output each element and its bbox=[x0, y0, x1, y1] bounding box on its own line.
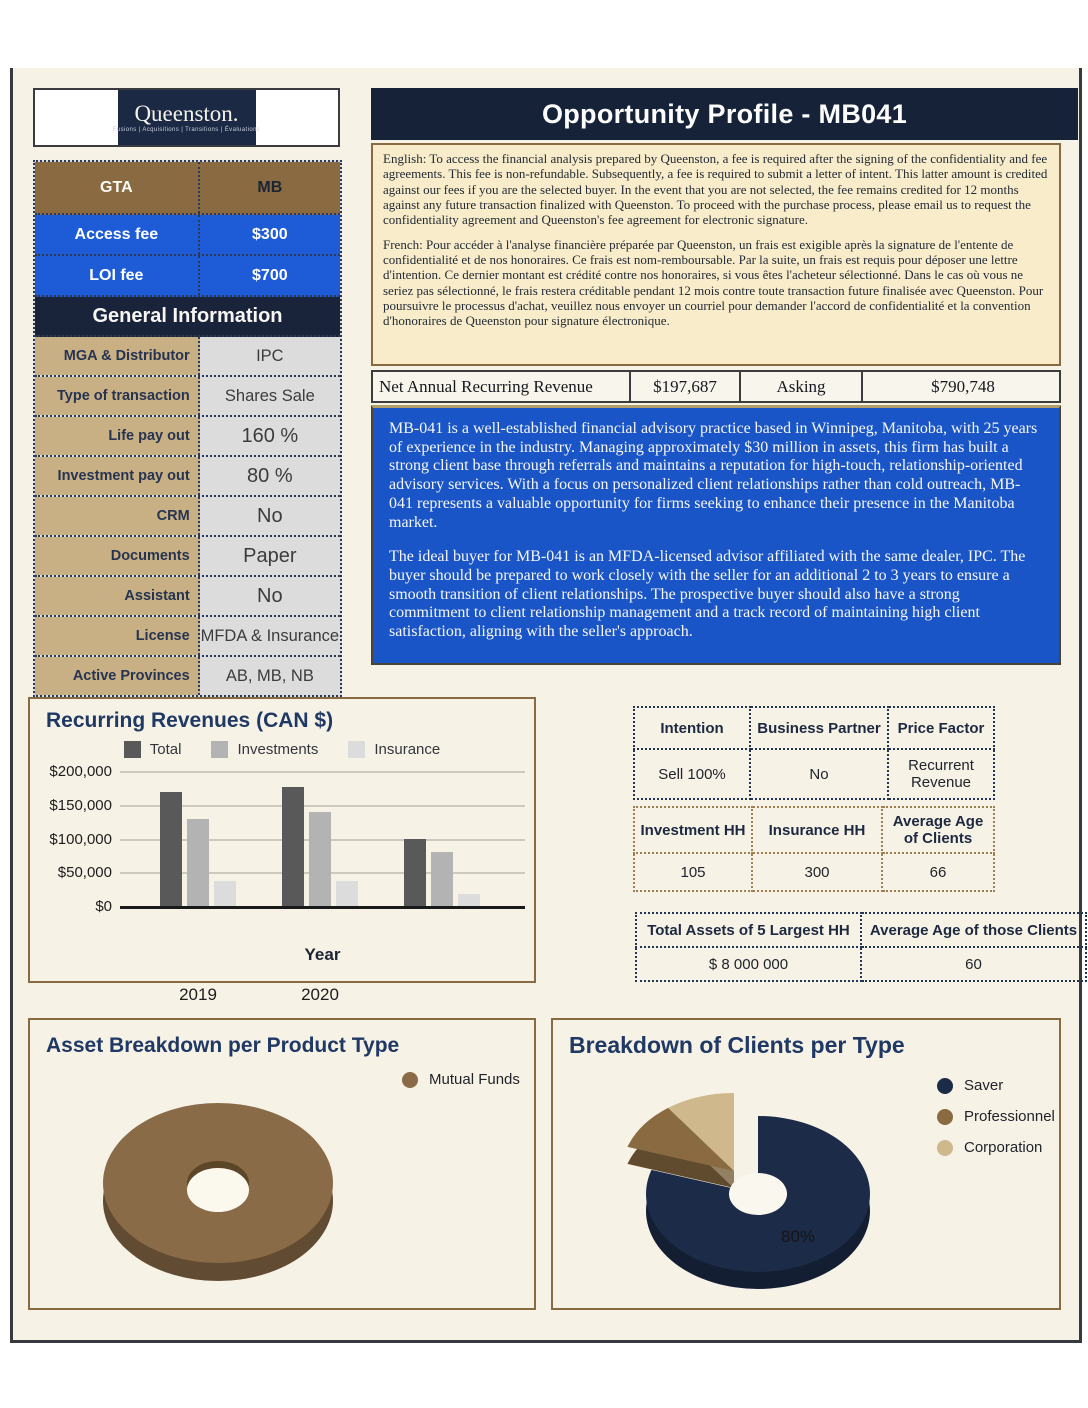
table-header-row bbox=[636, 913, 1086, 947]
table-row-loi-fee bbox=[35, 256, 340, 297]
row-label: Assistant bbox=[35, 577, 200, 615]
x-tick-label: 2020 bbox=[301, 985, 339, 1004]
loi-fee-value: $700 bbox=[252, 266, 288, 284]
table-row bbox=[634, 749, 994, 799]
legend-item bbox=[124, 741, 182, 758]
chart-title: Asset Breakdown per Product Type bbox=[46, 1034, 400, 1057]
chart-legend bbox=[402, 1071, 520, 1088]
x-axis-title: Year bbox=[304, 945, 341, 964]
value-cell: $ 8 000 000 bbox=[636, 947, 861, 981]
queenston-logo bbox=[112, 90, 261, 145]
legend-item bbox=[211, 741, 318, 758]
table-row bbox=[636, 947, 1086, 981]
legend-item bbox=[348, 741, 440, 758]
row-label: Life pay out bbox=[35, 417, 200, 455]
row-label: MGA & Distributor bbox=[35, 337, 200, 375]
chart-legend bbox=[30, 741, 534, 758]
table-row bbox=[35, 377, 340, 417]
legend-item bbox=[937, 1139, 1055, 1156]
row-value: MFDA & Insurance bbox=[200, 617, 340, 655]
notice-english: English: To access the financial analysis prepared by Queenston, a fee is required after the signing of the confidentiality and fee agreements. This fee is non-refundable. Subsequently, a fee is required to submit a letter of intent. This latter amount is credited against our fees if you are the selected buyer. In the event that you are not selected, the fee remains credited for 12 months against any future transaction finalized with Queenston. To proceed with the purchase process, please email us to request the confidentiality agreement and Queenston's fee agreement for electronic signature. bbox=[383, 151, 1048, 228]
legend-item bbox=[937, 1077, 1055, 1094]
row-value: IPC bbox=[200, 337, 340, 375]
document-panel bbox=[10, 68, 1082, 1343]
row-label: CRM bbox=[35, 497, 200, 535]
header-cell: Average Age of those Clients bbox=[861, 913, 1086, 947]
x-tick-label: 2019 bbox=[179, 985, 217, 1004]
page-title-bar bbox=[371, 88, 1078, 140]
y-tick-label: $50,000 bbox=[57, 864, 112, 882]
client-breakdown-pie bbox=[553, 1020, 1059, 1308]
value-cell: 66 bbox=[882, 853, 994, 891]
value-cell: No bbox=[750, 749, 888, 799]
row-label: Documents bbox=[35, 537, 200, 575]
y-tick-label: $0 bbox=[95, 898, 112, 915]
asking-value: $790,748 bbox=[931, 376, 995, 396]
legend-label: Investments bbox=[237, 741, 319, 758]
bar-investments bbox=[431, 852, 453, 907]
row-value: No bbox=[200, 497, 340, 535]
table-header-row bbox=[634, 707, 994, 749]
logo-tagline: Fusions | Acquisitions | Transitions | Évaluations bbox=[112, 127, 261, 133]
general-information-header: General Information bbox=[35, 297, 340, 337]
table-row-region bbox=[35, 162, 340, 215]
value-cell: 300 bbox=[752, 853, 882, 891]
asking-label: Asking bbox=[741, 372, 863, 401]
legend-label: Total bbox=[149, 741, 182, 758]
legend-label: Professionnel bbox=[964, 1108, 1055, 1125]
region-label: GTA bbox=[35, 162, 200, 213]
legend-dot bbox=[402, 1072, 418, 1088]
largest-households-table bbox=[635, 912, 1087, 982]
description-paragraph-1: MB-041 is a well-established financial advisory practice based in Winnipeg, Manitoba, with 25 years of experience in the industry. Managing approximately $30 million in assets, this firm has built a strong client base through referrals and maintains a reputation for high-touch, relationship-oriented advisory services. With a focus on personalized client relationships rather than cold outreach, MB-041 represents a valuable opportunity for firms seeking to enhance their presence in the Manitoba market. bbox=[389, 420, 1038, 531]
legend-swatch bbox=[348, 741, 365, 758]
header-cell: Investment HH bbox=[634, 807, 752, 853]
legend-dot bbox=[937, 1078, 953, 1094]
legend-item bbox=[402, 1071, 520, 1088]
bar-total bbox=[160, 792, 182, 907]
table-row bbox=[634, 853, 994, 891]
table-row bbox=[35, 457, 340, 497]
bar-group bbox=[157, 792, 239, 907]
row-label: Type of transaction bbox=[35, 377, 200, 415]
value-cell: 105 bbox=[634, 853, 752, 891]
intention-table bbox=[633, 706, 995, 800]
bar-group bbox=[401, 839, 483, 907]
header-cell: Intention bbox=[634, 707, 750, 749]
region-value: MB bbox=[257, 178, 283, 196]
y-tick-label: $100,000 bbox=[49, 830, 112, 848]
row-value: AB, MB, NB bbox=[200, 657, 340, 695]
revenue-summary-row bbox=[371, 370, 1061, 403]
bar-group bbox=[279, 787, 361, 907]
table-row bbox=[35, 577, 340, 617]
row-value: Shares Sale bbox=[200, 377, 340, 415]
bar-insurance bbox=[214, 881, 236, 907]
legend-label: Saver bbox=[964, 1077, 1004, 1094]
table-header-row bbox=[634, 807, 994, 853]
header-cell: Business Partner bbox=[750, 707, 888, 749]
legend-dot bbox=[937, 1109, 953, 1125]
donut-hole bbox=[187, 1168, 249, 1212]
loi-fee-label: LOI fee bbox=[35, 256, 200, 295]
notice-french: French: Pour accéder à l'analyse financière préparée par Queenston, un frais est exigible après la signature de l'entente de confidentialité et de nos honoraires. Ce frais est nom-remboursable. Par la suite, un frais est requis pour déposer une lettre d'intention. Ce dernier montant est crédité contre nos honoraires, si vous êtes l'acheteur sélectionné. Dans le cas où vous ne seriez pas sélectionné, le frais restera créditable pendant 12 mois contre toute transaction future finalisée avec Queenston. Pour poursuivre le processus d'achat, veuillez nous envoyer un courriel pour demander l'accord de confidentialité et la convention d'honoraires de Queenston pour signature électronique. bbox=[383, 236, 1044, 329]
chart-title: Breakdown of Clients per Type bbox=[569, 1032, 905, 1058]
chart-legend bbox=[937, 1077, 1055, 1156]
row-value: 160 % bbox=[200, 417, 340, 455]
fee-table bbox=[33, 160, 342, 697]
gridline bbox=[120, 771, 525, 773]
x-axis-line bbox=[120, 906, 525, 909]
asset-breakdown-pie bbox=[30, 1020, 534, 1308]
legend-item bbox=[937, 1108, 1055, 1125]
page-title: Opportunity Profile - MB041 bbox=[541, 98, 908, 129]
table-row bbox=[35, 617, 340, 657]
legend-dot bbox=[937, 1140, 953, 1156]
header-cell: Price Factor bbox=[888, 707, 994, 749]
logo-box bbox=[33, 88, 340, 147]
fee-notice bbox=[371, 143, 1061, 366]
bar-total bbox=[404, 839, 426, 907]
value-cell: Sell 100% bbox=[634, 749, 750, 799]
row-label: Active Provinces bbox=[35, 657, 200, 695]
narr-label: Net Annual Recurring Revenue bbox=[373, 372, 631, 401]
value-cell: 60 bbox=[861, 947, 1086, 981]
y-tick-label: $150,000 bbox=[49, 796, 112, 814]
asset-breakdown-chart bbox=[28, 1018, 536, 1310]
client-breakdown-chart bbox=[551, 1018, 1061, 1310]
table-row bbox=[35, 417, 340, 457]
legend-label: Insurance bbox=[374, 741, 441, 758]
bar-investments bbox=[309, 812, 331, 907]
logo-wordmark: Queenston. bbox=[134, 101, 239, 126]
narr-value: $197,687 bbox=[631, 372, 741, 401]
bar-total bbox=[282, 787, 304, 907]
header-cell: Average Age of Clients bbox=[882, 807, 994, 853]
households-table bbox=[633, 806, 995, 892]
value-cell: Recurrent Revenue bbox=[888, 749, 994, 799]
row-value: 80 % bbox=[200, 457, 340, 495]
opportunity-description bbox=[371, 405, 1061, 665]
access-fee-value: $300 bbox=[252, 225, 288, 243]
recurring-revenues-chart bbox=[28, 697, 536, 1004]
row-label: Investment pay out bbox=[35, 457, 200, 495]
pie-data-label: 80% bbox=[781, 1227, 816, 1246]
chart-title: Recurring Revenues (CAN $) bbox=[46, 709, 334, 732]
header-cell: Total Assets of 5 Largest HH bbox=[636, 913, 861, 947]
row-value: No bbox=[200, 577, 340, 615]
legend-swatch bbox=[211, 741, 228, 758]
legend-label: Mutual Funds bbox=[429, 1071, 520, 1088]
legend-swatch bbox=[124, 741, 141, 758]
row-value: Paper bbox=[200, 537, 340, 575]
access-fee-label: Access fee bbox=[35, 215, 200, 254]
bar-investments bbox=[187, 819, 209, 907]
bar-insurance bbox=[336, 881, 358, 907]
row-label: License bbox=[35, 617, 200, 655]
table-row-access-fee bbox=[35, 215, 340, 256]
description-paragraph-2: The ideal buyer for MB-041 is an MFDA-licensed advisor affiliated with the same dealer, IPC. The buyer should be prepared to work closely with the seller for an additional 2 to 3 years to ensure a smooth transition of client relationships. The prospective buyer should also have a strong commitment to client relationship management and a track record of maintaining high client satisfaction, aligning with the seller's approach. bbox=[389, 548, 1026, 641]
table-row bbox=[35, 657, 340, 695]
donut-hole bbox=[729, 1173, 787, 1215]
table-row bbox=[35, 497, 340, 537]
legend-label: Corporation bbox=[964, 1139, 1043, 1156]
header-cell: Insurance HH bbox=[752, 807, 882, 853]
y-tick-label: $200,000 bbox=[49, 763, 112, 780]
table-row bbox=[35, 337, 340, 377]
table-row bbox=[35, 537, 340, 577]
